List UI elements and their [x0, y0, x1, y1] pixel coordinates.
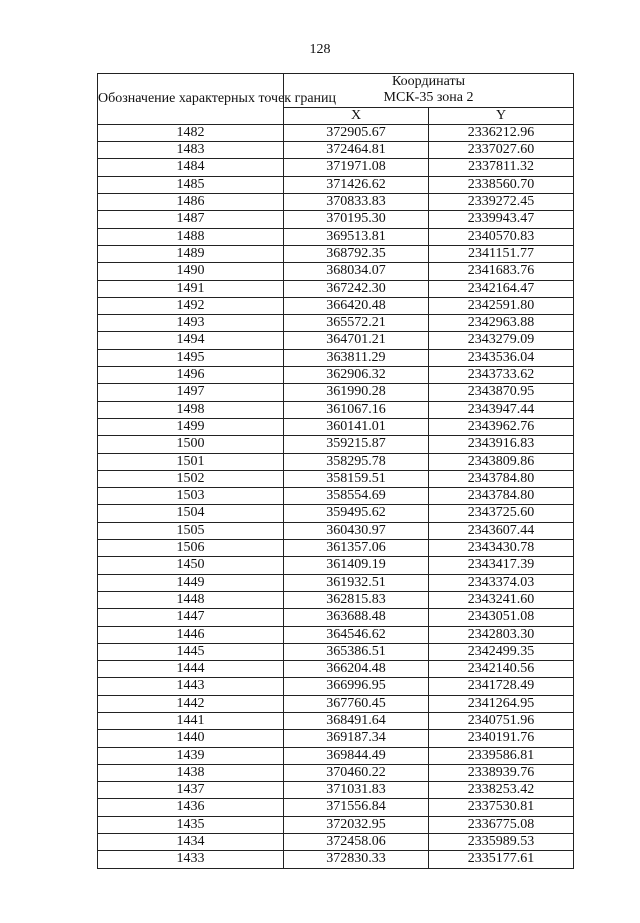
page-number: 128	[309, 42, 331, 57]
x-cell: 360430.97	[284, 522, 429, 539]
x-cell: 367242.30	[284, 280, 429, 297]
x-cell: 364701.21	[284, 332, 429, 349]
table-row	[98, 367, 574, 384]
table-row	[98, 436, 574, 453]
x-cell: 371556.84	[284, 799, 429, 816]
header-coordinates-line2: МСК-35 зона 2	[383, 90, 474, 106]
table-row	[98, 626, 574, 643]
point-cell: 1488	[98, 228, 284, 245]
x-cell: 362906.32	[284, 367, 429, 384]
point-cell: 1495	[98, 349, 284, 366]
table-row	[98, 176, 574, 193]
y-cell: 2337530.81	[429, 799, 574, 816]
x-cell: 359495.62	[284, 505, 429, 522]
point-cell: 1505	[98, 522, 284, 539]
table-row	[98, 505, 574, 522]
point-cell: 1434	[98, 834, 284, 851]
point-cell: 1493	[98, 315, 284, 332]
table-row	[98, 280, 574, 297]
y-cell: 2338560.70	[429, 176, 574, 193]
x-cell: 369844.49	[284, 747, 429, 764]
table-row	[98, 574, 574, 591]
point-cell: 1440	[98, 730, 284, 747]
y-cell: 2339586.81	[429, 747, 574, 764]
x-cell: 371971.08	[284, 159, 429, 176]
y-cell: 2339943.47	[429, 211, 574, 228]
x-cell: 360141.01	[284, 418, 429, 435]
header-y: Y	[429, 107, 574, 124]
y-cell: 2343725.60	[429, 505, 574, 522]
table-row	[98, 470, 574, 487]
table-header	[98, 74, 574, 125]
point-cell: 1443	[98, 678, 284, 695]
point-cell: 1442	[98, 695, 284, 712]
point-cell: 1500	[98, 436, 284, 453]
table-row	[98, 349, 574, 366]
y-cell: 2342164.47	[429, 280, 574, 297]
y-cell: 2343430.78	[429, 540, 574, 557]
coordinates-table	[97, 73, 574, 869]
y-cell: 2341683.76	[429, 263, 574, 280]
table-row	[98, 142, 574, 159]
x-cell: 372905.67	[284, 124, 429, 141]
x-cell: 368034.07	[284, 263, 429, 280]
x-cell: 361409.19	[284, 557, 429, 574]
y-cell: 2338939.76	[429, 764, 574, 781]
table-row	[98, 695, 574, 712]
point-cell: 1484	[98, 159, 284, 176]
x-cell: 365572.21	[284, 315, 429, 332]
table-row	[98, 315, 574, 332]
table-row	[98, 609, 574, 626]
point-cell: 1499	[98, 418, 284, 435]
y-cell: 2343241.60	[429, 591, 574, 608]
point-cell: 1435	[98, 816, 284, 833]
point-cell: 1449	[98, 574, 284, 591]
x-cell: 358159.51	[284, 470, 429, 487]
x-cell: 369187.34	[284, 730, 429, 747]
y-cell: 2343870.95	[429, 384, 574, 401]
y-cell: 2340191.76	[429, 730, 574, 747]
x-cell: 372464.81	[284, 142, 429, 159]
table-row	[98, 834, 574, 851]
x-cell: 369513.81	[284, 228, 429, 245]
y-cell: 2337811.32	[429, 159, 574, 176]
x-cell: 366420.48	[284, 297, 429, 314]
x-cell: 372032.95	[284, 816, 429, 833]
x-cell: 368491.64	[284, 712, 429, 729]
table-row	[98, 540, 574, 557]
table-row	[98, 678, 574, 695]
table-row	[98, 453, 574, 470]
point-cell: 1491	[98, 280, 284, 297]
x-cell: 361357.06	[284, 540, 429, 557]
y-cell: 2337027.60	[429, 142, 574, 159]
point-cell: 1490	[98, 263, 284, 280]
x-cell: 366204.48	[284, 661, 429, 678]
point-cell: 1492	[98, 297, 284, 314]
point-cell: 1503	[98, 488, 284, 505]
y-cell: 2343536.04	[429, 349, 574, 366]
point-cell: 1494	[98, 332, 284, 349]
table-row	[98, 159, 574, 176]
point-cell: 1496	[98, 367, 284, 384]
x-cell: 368792.35	[284, 245, 429, 262]
table-row	[98, 799, 574, 816]
point-cell: 1446	[98, 626, 284, 643]
point-cell: 1437	[98, 782, 284, 799]
header-points: Обозначение характерных точек границ	[98, 74, 284, 125]
table-row	[98, 764, 574, 781]
point-cell: 1482	[98, 124, 284, 141]
point-cell: 1487	[98, 211, 284, 228]
x-cell: 366996.95	[284, 678, 429, 695]
y-cell: 2343279.09	[429, 332, 574, 349]
point-cell: 1450	[98, 557, 284, 574]
y-cell: 2343733.62	[429, 367, 574, 384]
table-row	[98, 712, 574, 729]
point-cell: 1439	[98, 747, 284, 764]
y-cell: 2341728.49	[429, 678, 574, 695]
table-row	[98, 124, 574, 141]
x-cell: 370833.83	[284, 194, 429, 211]
point-cell: 1485	[98, 176, 284, 193]
y-cell: 2342140.56	[429, 661, 574, 678]
point-cell: 1497	[98, 384, 284, 401]
x-cell: 371031.83	[284, 782, 429, 799]
x-cell: 361990.28	[284, 384, 429, 401]
x-cell: 370195.30	[284, 211, 429, 228]
y-cell: 2335177.61	[429, 851, 574, 868]
table-row	[98, 661, 574, 678]
point-cell: 1502	[98, 470, 284, 487]
table-row	[98, 297, 574, 314]
table-row	[98, 782, 574, 799]
point-cell: 1489	[98, 245, 284, 262]
x-cell: 372458.06	[284, 834, 429, 851]
x-cell: 364546.62	[284, 626, 429, 643]
y-cell: 2343374.03	[429, 574, 574, 591]
point-cell: 1486	[98, 194, 284, 211]
table-row	[98, 557, 574, 574]
y-cell: 2335989.53	[429, 834, 574, 851]
table-row	[98, 851, 574, 868]
y-cell: 2341264.95	[429, 695, 574, 712]
point-cell: 1448	[98, 591, 284, 608]
y-cell: 2343784.80	[429, 488, 574, 505]
table-row	[98, 263, 574, 280]
point-cell: 1445	[98, 643, 284, 660]
x-cell: 363811.29	[284, 349, 429, 366]
point-cell: 1441	[98, 712, 284, 729]
point-cell: 1501	[98, 453, 284, 470]
table-row	[98, 245, 574, 262]
y-cell: 2336212.96	[429, 124, 574, 141]
point-cell: 1504	[98, 505, 284, 522]
y-cell: 2343809.86	[429, 453, 574, 470]
x-cell: 358295.78	[284, 453, 429, 470]
table-row	[98, 211, 574, 228]
table-row	[98, 384, 574, 401]
x-cell: 362815.83	[284, 591, 429, 608]
x-cell: 365386.51	[284, 643, 429, 660]
x-cell: 371426.62	[284, 176, 429, 193]
point-cell: 1438	[98, 764, 284, 781]
header-coordinates-line1: Координаты	[392, 74, 465, 89]
y-cell: 2343962.76	[429, 418, 574, 435]
x-cell: 361067.16	[284, 401, 429, 418]
table-row	[98, 418, 574, 435]
y-cell: 2343607.44	[429, 522, 574, 539]
table-row	[98, 816, 574, 833]
y-cell: 2343051.08	[429, 609, 574, 626]
y-cell: 2342499.35	[429, 643, 574, 660]
table-body	[98, 124, 574, 868]
point-cell: 1498	[98, 401, 284, 418]
point-cell: 1433	[98, 851, 284, 868]
y-cell: 2341151.77	[429, 245, 574, 262]
table-row	[98, 591, 574, 608]
point-cell: 1444	[98, 661, 284, 678]
table-row	[98, 747, 574, 764]
y-cell: 2339272.45	[429, 194, 574, 211]
y-cell: 2342963.88	[429, 315, 574, 332]
point-cell: 1506	[98, 540, 284, 557]
table-row	[98, 194, 574, 211]
table-row	[98, 332, 574, 349]
x-cell: 359215.87	[284, 436, 429, 453]
y-cell: 2343916.83	[429, 436, 574, 453]
y-cell: 2343947.44	[429, 401, 574, 418]
table-row	[98, 643, 574, 660]
point-cell: 1447	[98, 609, 284, 626]
y-cell: 2340751.96	[429, 712, 574, 729]
x-cell: 370460.22	[284, 764, 429, 781]
table-row	[98, 401, 574, 418]
x-cell: 367760.45	[284, 695, 429, 712]
x-cell: 363688.48	[284, 609, 429, 626]
table-row	[98, 488, 574, 505]
y-cell: 2338253.42	[429, 782, 574, 799]
header-x: X	[284, 107, 429, 124]
x-cell: 361932.51	[284, 574, 429, 591]
x-cell: 358554.69	[284, 488, 429, 505]
y-cell: 2343417.39	[429, 557, 574, 574]
table-row	[98, 730, 574, 747]
table-row	[98, 228, 574, 245]
x-cell: 372830.33	[284, 851, 429, 868]
y-cell: 2342591.80	[429, 297, 574, 314]
y-cell: 2343784.80	[429, 470, 574, 487]
y-cell: 2340570.83	[429, 228, 574, 245]
y-cell: 2342803.30	[429, 626, 574, 643]
point-cell: 1436	[98, 799, 284, 816]
point-cell: 1483	[98, 142, 284, 159]
y-cell: 2336775.08	[429, 816, 574, 833]
table-row	[98, 522, 574, 539]
